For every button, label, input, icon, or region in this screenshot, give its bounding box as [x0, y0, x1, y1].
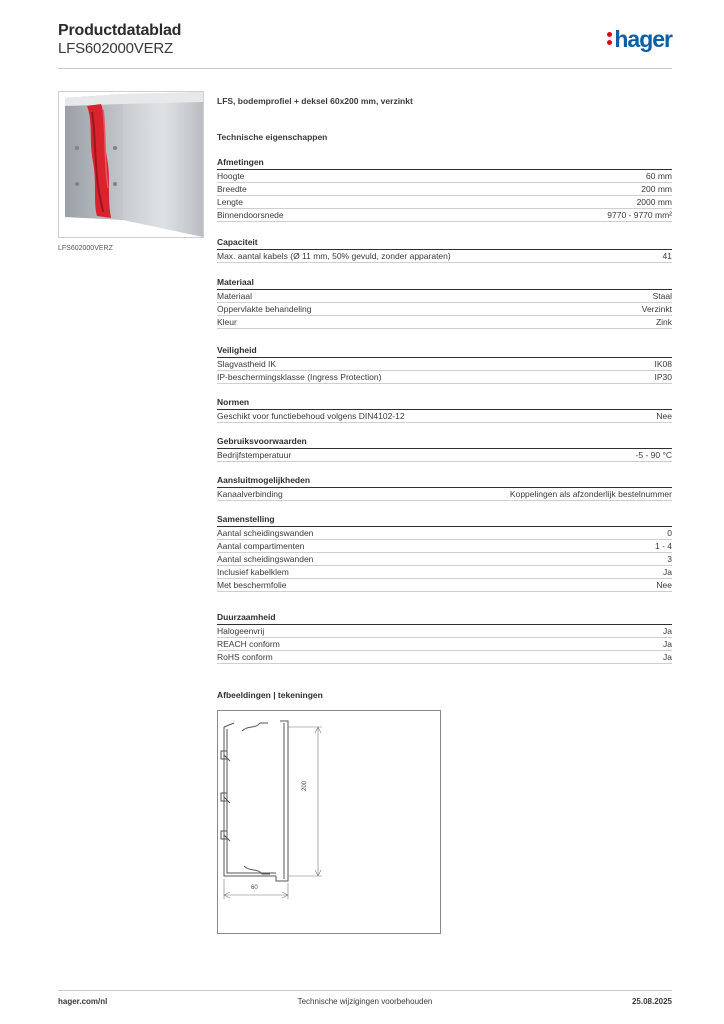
group-title: Capaciteit — [217, 236, 672, 250]
table-row — [217, 358, 672, 371]
row-label: Lengte — [217, 197, 243, 207]
page-footer — [58, 990, 672, 1005]
group-afmetingen — [217, 156, 672, 222]
group-title: Normen — [217, 396, 672, 410]
row-label: REACH conform — [217, 639, 280, 649]
document-title: Productdatablad — [58, 22, 182, 39]
row-value: Nee — [656, 580, 672, 590]
table-row — [217, 371, 672, 384]
table-row — [217, 290, 672, 303]
group-gebruiksvoorwaarden — [217, 435, 672, 462]
row-label: Aantal scheidingswanden — [217, 528, 314, 538]
row-label: Kanaalverbinding — [217, 489, 283, 499]
row-value: IK08 — [654, 359, 672, 369]
table-row — [217, 209, 672, 222]
row-value: 41 — [662, 251, 672, 261]
row-label: Halogeenvrij — [217, 626, 265, 636]
table-row — [217, 527, 672, 540]
row-value: Nee — [656, 411, 672, 421]
row-label: Kleur — [217, 317, 237, 327]
row-label: Geschikt voor functiebehoud volgens DIN4102-12 — [217, 411, 405, 421]
row-value: 200 mm — [641, 184, 672, 194]
row-value: Ja — [663, 626, 672, 636]
row-value: Staal — [652, 291, 672, 301]
row-value: 60 mm — [646, 171, 672, 181]
dimension-height-label: 200 — [302, 780, 308, 791]
group-samenstelling — [217, 513, 672, 592]
row-value: Ja — [663, 652, 672, 662]
row-label: Aantal scheidingswanden — [217, 554, 314, 564]
group-title: Gebruiksvoorwaarden — [217, 435, 672, 449]
group-materiaal — [217, 276, 672, 329]
table-row — [217, 540, 672, 553]
row-value: -5 - 90 °C — [635, 450, 672, 460]
footer-website-link[interactable]: hager.com/nl — [58, 997, 108, 1006]
row-label: Aantal compartimenten — [217, 541, 305, 551]
hager-logo — [607, 26, 672, 53]
row-value: 9770 - 9770 mm² — [607, 210, 672, 220]
product-description: LFS, bodemprofiel + deksel 60x200 mm, verzinkt — [217, 96, 413, 106]
row-value: Ja — [663, 639, 672, 649]
row-label: Hoogte — [217, 171, 245, 181]
table-row — [217, 250, 672, 263]
row-value: 1 - 4 — [654, 541, 672, 551]
row-value: 0 — [667, 528, 672, 538]
logo-text: hager — [614, 26, 672, 52]
group-title: Duurzaamheid — [217, 611, 672, 625]
table-row — [217, 316, 672, 329]
technical-drawing — [217, 710, 441, 934]
row-value: 2000 mm — [636, 197, 672, 207]
row-label: Bedrijfstemperatuur — [217, 450, 292, 460]
row-label: IP-beschermingsklasse (Ingress Protection) — [217, 372, 382, 382]
row-label: Slagvastheid IK — [217, 359, 277, 369]
profile-drawing — [218, 711, 440, 933]
group-capaciteit — [217, 236, 672, 263]
row-value: Ja — [663, 567, 672, 577]
row-value: IP30 — [654, 372, 672, 382]
table-row — [217, 566, 672, 579]
row-label: Binnendoorsnede — [217, 210, 284, 220]
table-row — [217, 651, 672, 664]
photo-caption: LFS602000VERZ — [58, 245, 113, 252]
row-label: Inclusief kabelklem — [217, 567, 289, 577]
group-title: Materiaal — [217, 276, 672, 290]
row-value: 3 — [667, 554, 672, 564]
row-value: Zink — [655, 317, 672, 327]
group-normen — [217, 396, 672, 423]
product-photo — [58, 91, 204, 238]
group-title: Veiligheid — [217, 344, 672, 358]
row-label: RoHS conform — [217, 652, 273, 662]
group-title: Afmetingen — [217, 156, 672, 170]
table-row — [217, 553, 672, 566]
row-label: Breedte — [217, 184, 247, 194]
group-veiligheid — [217, 344, 672, 384]
table-row — [217, 488, 672, 501]
cable-trunking-image — [59, 92, 203, 237]
dimension-width-label: 60 — [251, 885, 258, 891]
row-label: Materiaal — [217, 291, 252, 301]
table-row — [217, 410, 672, 423]
table-row — [217, 449, 672, 462]
logo-dots-icon — [607, 32, 612, 46]
drawings-title: Afbeeldingen | tekeningen — [217, 690, 323, 700]
table-row — [217, 303, 672, 316]
row-label: Oppervlakte behandeling — [217, 304, 312, 314]
row-value: Verzinkt — [641, 304, 672, 314]
table-row — [217, 579, 672, 592]
product-code: LFS602000VERZ — [58, 40, 173, 57]
group-aansluitmogelijkheden — [217, 474, 672, 501]
row-label: Met beschermfolie — [217, 580, 287, 590]
group-title: Aansluitmogelijkheden — [217, 474, 672, 488]
table-row — [217, 638, 672, 651]
table-row — [217, 196, 672, 209]
footer-date: 25.08.2025 — [631, 997, 672, 1006]
group-title: Samenstelling — [217, 513, 672, 527]
page-header — [58, 20, 672, 69]
footer-notice: Technische wijzigingen voorbehouden — [297, 997, 433, 1006]
row-value: Koppelingen als afzonderlijk bestelnummer — [509, 489, 672, 499]
group-duurzaamheid — [217, 611, 672, 664]
row-label: Max. aantal kabels (Ø 11 mm, 50% gevuld, zonder apparaten) — [217, 251, 451, 261]
section-title: Technische eigenschappen — [217, 132, 328, 142]
table-row — [217, 625, 672, 638]
table-row — [217, 170, 672, 183]
table-row — [217, 183, 672, 196]
